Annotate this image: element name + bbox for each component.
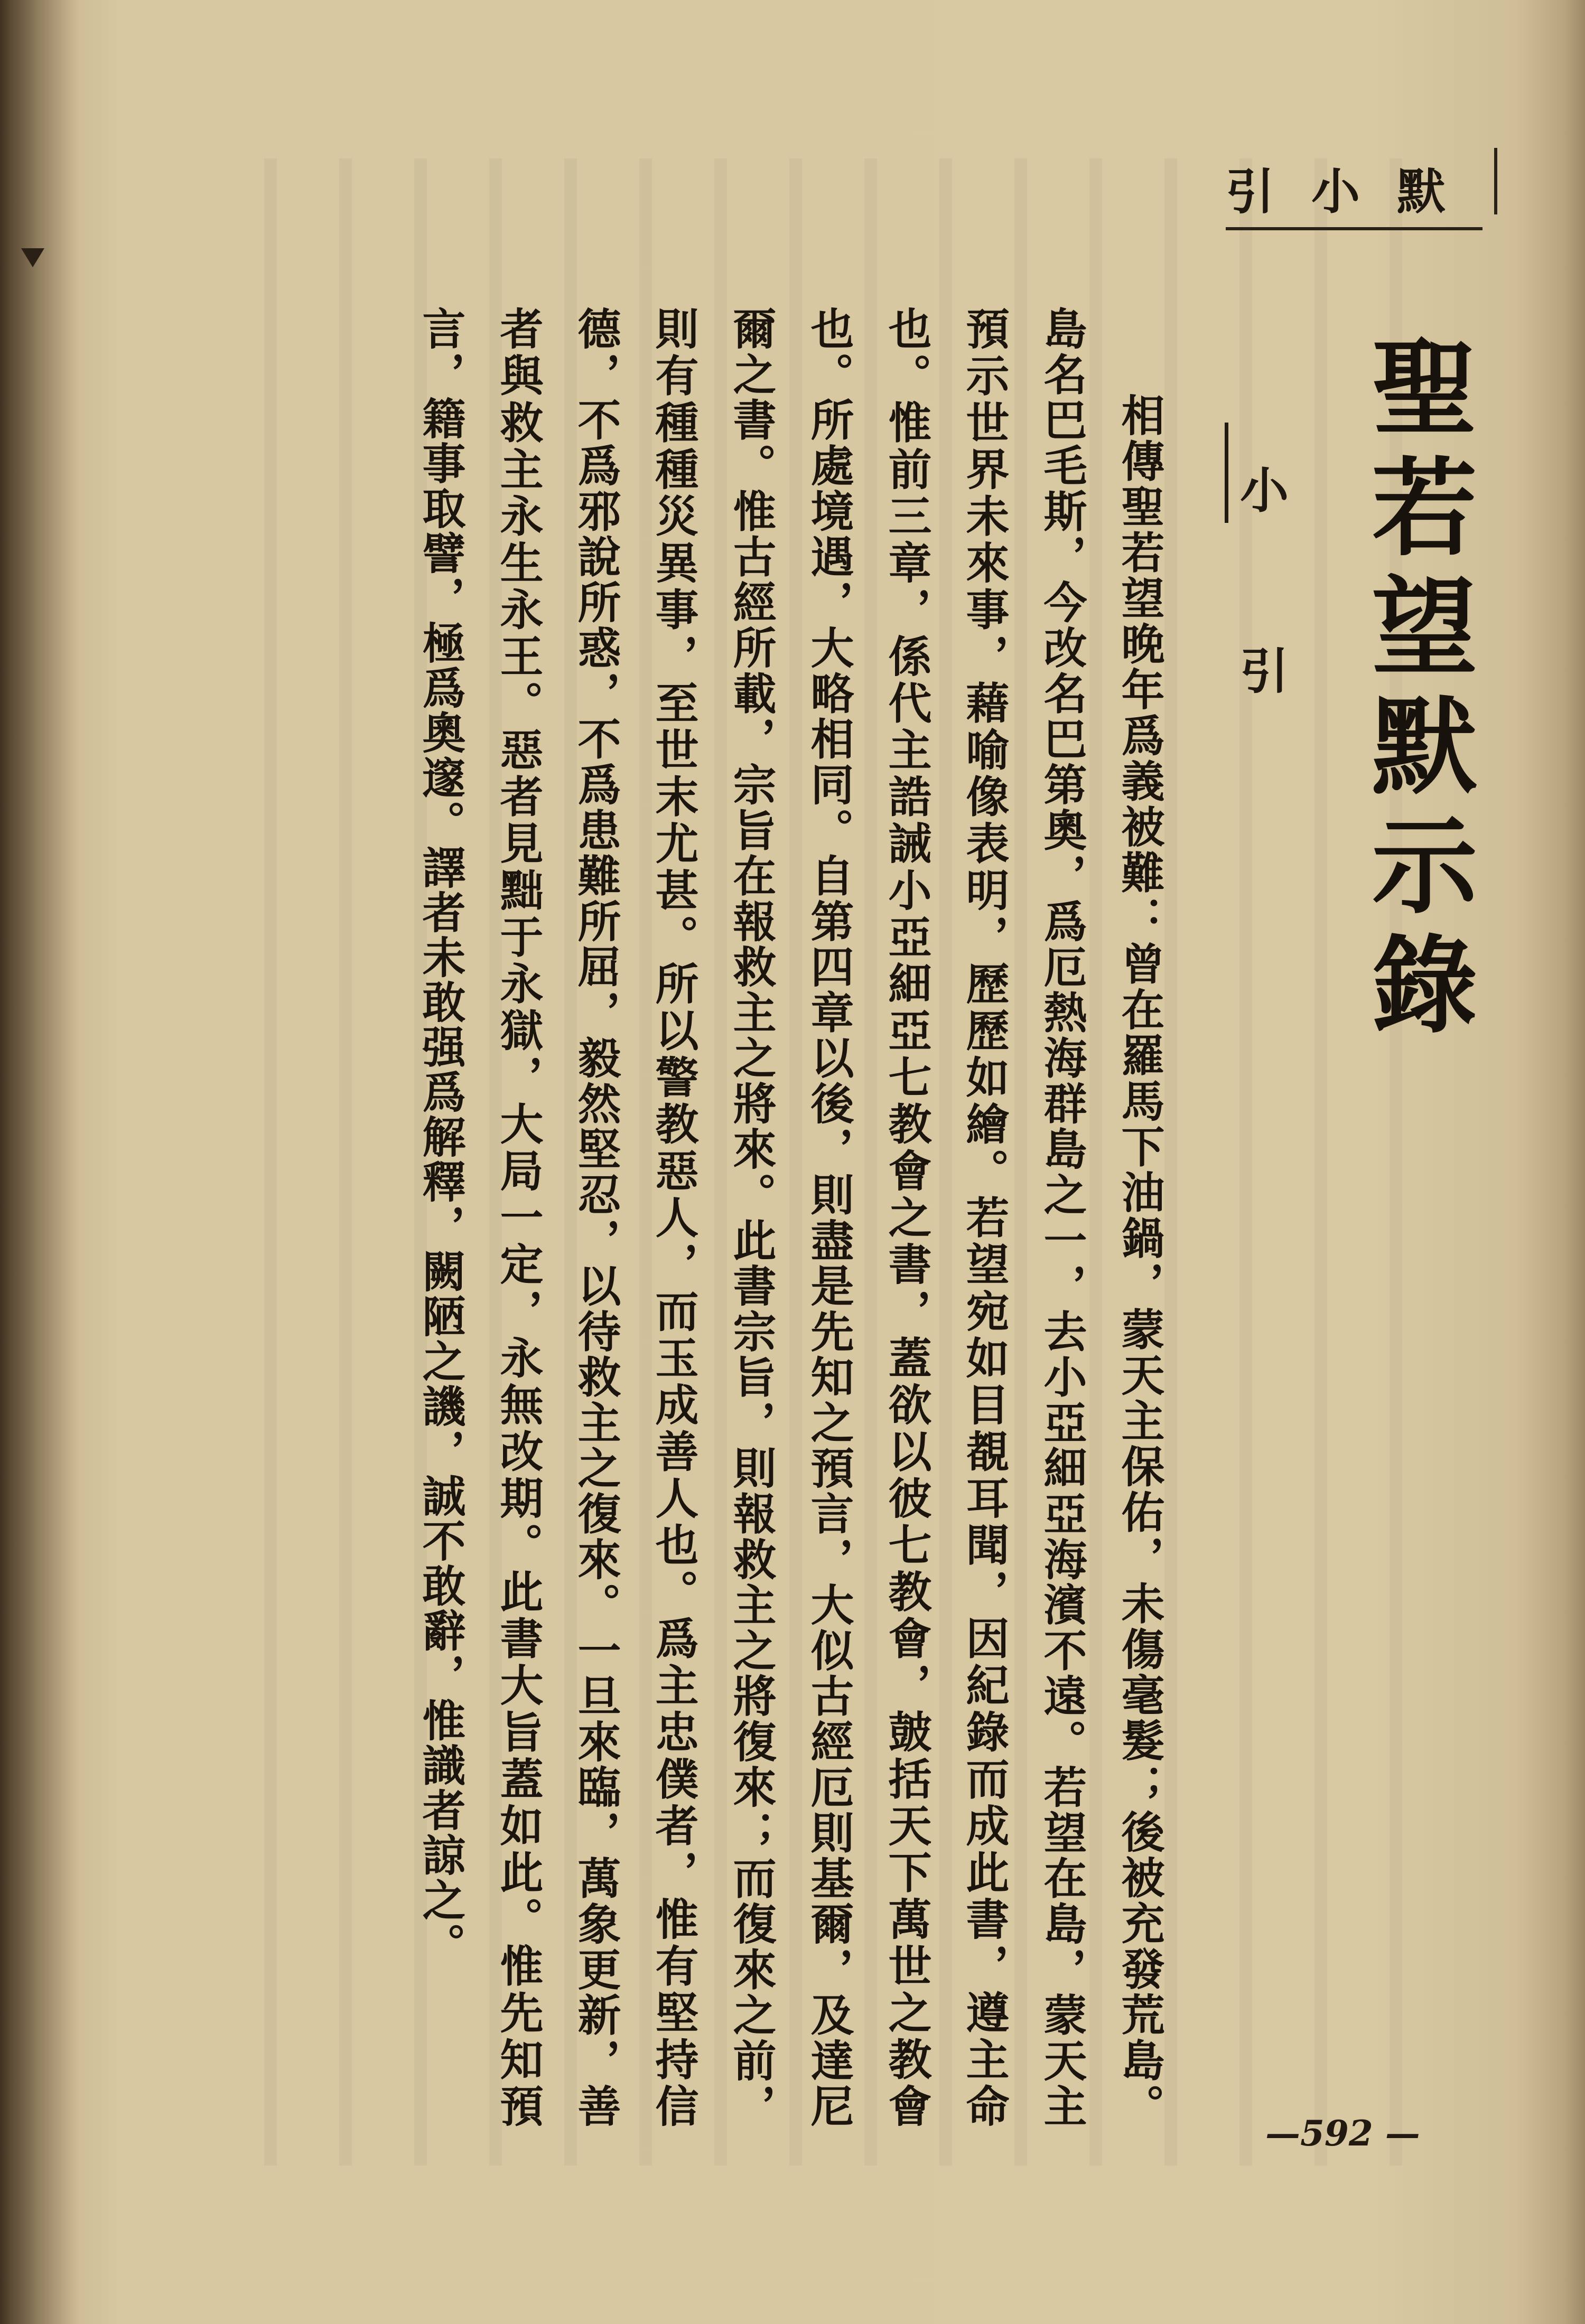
running-header <box>1226 153 1483 223</box>
body-paragraph: 相傳聖若望晚年爲義被難：曾在羅馬下油鍋，蒙天主保佑，未傷毫髮；後被充發荒島。島名巴毛斯，今改名巴第奧，爲厄熱海群島之一，去小亞細亞海濱不遠。若望在島，蒙天主預示世界未來事，藉喻像表明，歷歷如繪。若望宛如目覩耳聞，因紀錄而成此書，遵主命也。惟前三章，係代主誥誡小亞細亞七教會之書，蓋欲以彼七教會，皷括天下萬世之教會也。所處境遇，大略相同。自第四章以後，則盡是先知之預言，大似古經厄則基爾，及達尼爾之書。惟古經所載，宗旨在報救主之將來。此書宗旨，則報救主之將復來；而復來之前，則有種種災異事，至世末尤甚。所以警教惡人，而玉成善人也。爲主忠僕者，惟有堅持信德，不爲邪說所惑，不爲患難所屈，毅然堅忍，以待救主之復來。一旦來臨，萬象更新，善者與救主永生永王。惡者見黜于永獄，大局一定，永無改期。此書大旨蓋如此。惟先知預言，籍事取譬，極爲奧邃。譯者未敢强爲解釋，闕陋之譏，誠不敢辭，惟識者諒之。 <box>415 306 1165 2129</box>
book-title: 聖若望默示錄 <box>1354 333 1478 1049</box>
spine-shadow <box>0 0 79 2324</box>
body-text <box>269 306 1178 2129</box>
running-header-rule <box>1226 227 1483 230</box>
binding-mark <box>21 248 44 267</box>
page-number: —592 — <box>1265 2113 1420 2154</box>
section-heading-rule <box>1225 423 1228 523</box>
running-header-bar <box>1494 148 1497 214</box>
running-header-text: 引小默 <box>1226 163 1483 220</box>
section-heading: 小引 <box>1232 465 1289 826</box>
